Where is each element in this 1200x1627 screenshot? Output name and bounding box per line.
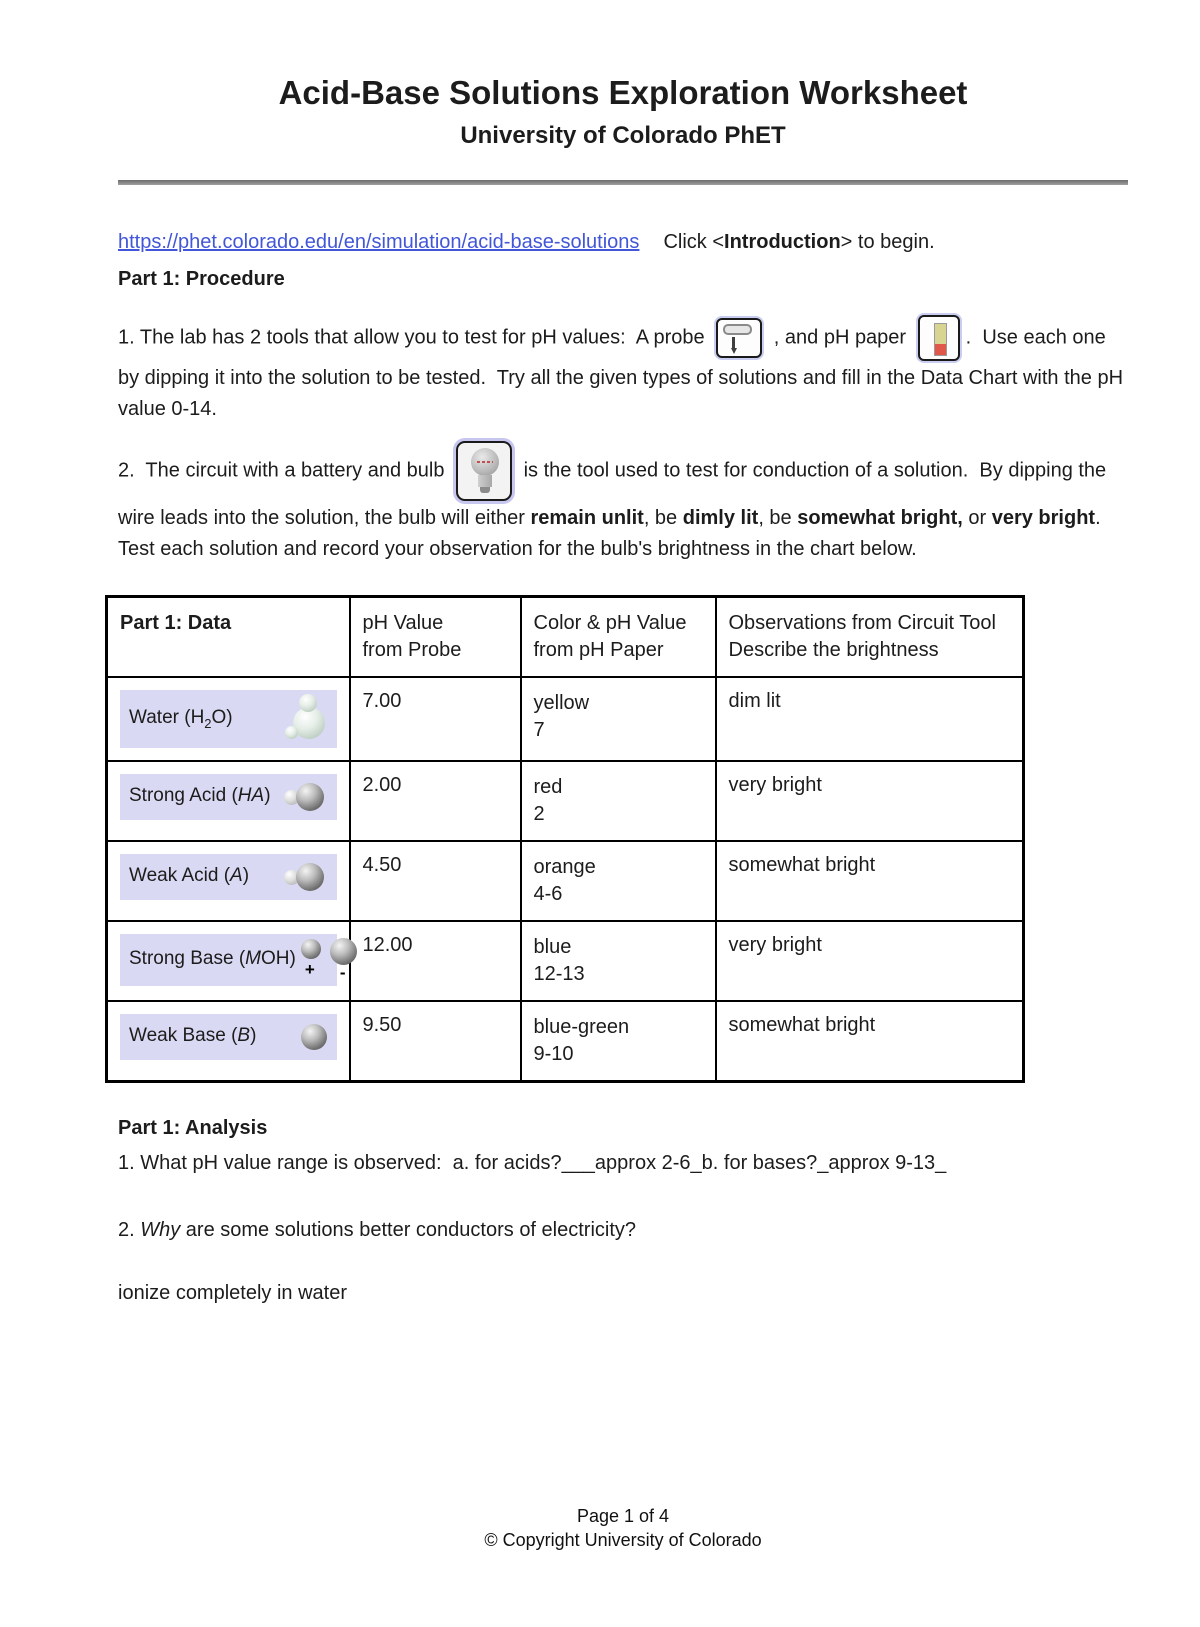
header-circuit: Observations from Circuit Tool Describe the brightness	[716, 597, 1024, 678]
divider	[118, 180, 1128, 185]
click-instruction: Click <Introduction> to begin.	[663, 231, 935, 253]
solution-label-cell	[107, 1001, 350, 1082]
procedure-step-2: 2. The circuit with a battery and bulb is the tool used to test for conduction of a solution. By dipping the wire leads into the solution, the bulb will either remain unlit, be dimly lit, be somewhat bright, or very bright. Test each solution and record your observation for the bulb's brightness in the chart below.	[118, 439, 1128, 565]
solution-label-strong-acid: Strong Acid (HA)	[120, 774, 337, 820]
solution-label-cell	[107, 677, 350, 761]
circuit-cell: very bright	[716, 761, 1024, 841]
analysis-question-2: 2. Why are some solutions better conductors of electricity?	[118, 1219, 637, 1241]
data-table	[105, 595, 1025, 1083]
solution-label-water: Water $(H_2O)$	[120, 690, 337, 748]
ph-value-cell: 7.00	[350, 677, 521, 761]
ph-probe-icon	[716, 318, 762, 358]
page-subtitle: University of Colorado PhET	[460, 122, 786, 149]
ph-paper-icon	[918, 315, 960, 361]
paper-cell: red 2	[521, 761, 716, 841]
paper-cell: blue-green 9-10	[521, 1001, 716, 1082]
analysis-question-1: 1. What pH value range is observed: a. for acids?___approx 2-6_b. for bases?_approx 9-13_	[118, 1152, 947, 1174]
simulation-link[interactable]: https://phet.colorado.edu/en/simulation/acid-base-solutions	[118, 231, 640, 253]
header-ph-probe: pH Value from Probe	[350, 597, 521, 678]
header-data: Part 1: Data	[107, 597, 350, 678]
paper-cell: orange 4-6	[521, 841, 716, 921]
acid-molecule-icon	[284, 782, 328, 812]
intro-line	[118, 227, 1128, 258]
table-header-row	[107, 597, 1024, 678]
circuit-cell: somewhat bright	[716, 1001, 1024, 1082]
copyright: © Copyright University of Colorado	[484, 1530, 762, 1550]
solution-label-strong-base: Strong Base (MOH) + -	[120, 934, 337, 986]
header-ph-paper: Color & pH Value from pH Paper	[521, 597, 716, 678]
water-molecule-icon	[282, 694, 328, 744]
circuit-cell: somewhat bright	[716, 841, 1024, 921]
page-title: Acid-Base Solutions Exploration Worksheet	[278, 74, 968, 111]
ph-value-cell: 12.00	[350, 921, 521, 1001]
worksheet-page	[0, 74, 1200, 1309]
lightbulb-icon	[456, 441, 512, 501]
page-number: Page 1 of 4	[576, 1506, 670, 1526]
circuit-cell: dim lit	[716, 677, 1024, 761]
procedure-step-1: 1. The lab has 2 tools that allow you to test for pH values: A probe , and pH paper . Use each one by dipping it into the solution to be tested. Try all the given types of solutions and fill in the Data Chart with the pH value 0-14.	[118, 313, 1128, 425]
paper-cell: yellow 7	[521, 677, 716, 761]
base-molecule-icon	[301, 1024, 328, 1051]
ph-value-cell: 2.00	[350, 761, 521, 841]
paper-cell: blue 12-13	[521, 921, 716, 1001]
acid-molecule-icon	[284, 862, 328, 892]
table-row-strong-acid	[107, 761, 1024, 841]
solution-label-cell	[107, 841, 350, 921]
table-row-weak-base	[107, 1001, 1024, 1082]
table-row-strong-base	[107, 921, 1024, 1001]
solution-label-cell	[107, 761, 350, 841]
solution-label-cell	[107, 921, 350, 1001]
solution-label-weak-acid: Weak Acid (A)	[120, 854, 337, 900]
table-row-water	[107, 677, 1024, 761]
ph-value-cell: 9.50	[350, 1001, 521, 1082]
table-row-weak-acid	[107, 841, 1024, 921]
solution-label-weak-base: Weak Base (B)	[120, 1014, 337, 1060]
procedure-heading: Part 1: Procedure	[118, 268, 285, 290]
ph-value-cell: 4.50	[350, 841, 521, 921]
base-ion-pair-icon: + -	[296, 938, 362, 982]
analysis-answer: ionize completely in water	[118, 1282, 347, 1304]
circuit-cell: very bright	[716, 921, 1024, 1001]
analysis-heading: Part 1: Analysis	[118, 1117, 268, 1139]
page-footer	[118, 1504, 1128, 1552]
